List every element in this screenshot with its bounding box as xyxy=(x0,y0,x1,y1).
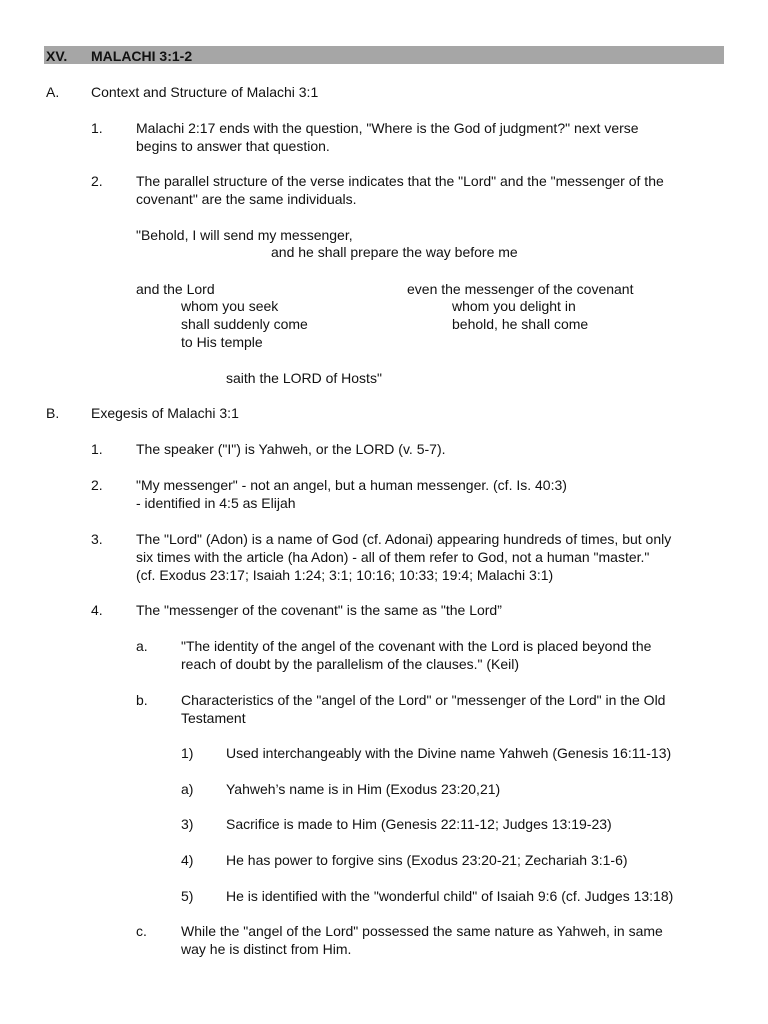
b-item-3-line-1: The "Lord" (Adon) is a name of God (cf. Adonai) appearing hundreds of times, but only xyxy=(136,531,672,547)
b-sub-a-line-1: "The identity of the angel of the covenant with the Lord is placed beyond the xyxy=(181,638,652,654)
b-sub-b-line-1: Characteristics of the "angel of the Lord" or "messenger of the Lord" in the Old xyxy=(181,692,666,708)
quote-left-2: whom you seek xyxy=(181,298,279,314)
b-sub-b-letter: b. xyxy=(136,692,148,708)
b-sub-a-line-2: reach of doubt by the parallelism of the clauses." (Keil) xyxy=(181,656,520,672)
quote-line-1: "Behold, I will send my messenger, xyxy=(136,227,353,243)
b-item-2-number: 2. xyxy=(91,477,103,493)
b-item-2-line-1: "My messenger" - not an angel, but a human messenger. (cf. Is. 40:3) xyxy=(136,477,567,493)
a-item-2-line-2: covenant" are the same individuals. xyxy=(136,191,357,207)
section-a-title: Context and Structure of Malachi 3:1 xyxy=(91,84,319,100)
b-subsub-4-text: He has power to forgive sins (Exodus 23:20-21; Zechariah 3:1-6) xyxy=(226,852,628,868)
section-a-label: A. xyxy=(46,84,60,100)
b-subsub-3-text: Sacrifice is made to Him (Genesis 22:11-12; Judges 13:19-23) xyxy=(226,816,612,832)
quote-left-1: and the Lord xyxy=(136,281,215,297)
b-subsub-5-text: He is identified with the "wonderful child" of Isaiah 9:6 (cf. Judges 13:18) xyxy=(226,888,674,904)
quote-line-2: and he shall prepare the way before me xyxy=(271,244,518,260)
b-item-3-number: 3. xyxy=(91,531,103,547)
b-item-4-line-1: The "messenger of the covenant" is the same as "the Lord” xyxy=(136,602,502,618)
a-item-2-line-1: The parallel structure of the verse indicates that the "Lord" and the "messenger of the xyxy=(136,173,664,189)
b-subsub-3-number: 3) xyxy=(181,816,194,832)
a-item-1-line-2: begins to answer that question. xyxy=(136,138,330,154)
b-item-3-line-3: (cf. Exodus 23:17; Isaiah 1:24; 3:1; 10:16; 10:33; 19:4; Malachi 3:1) xyxy=(136,567,554,583)
quote-closing: saith the LORD of Hosts" xyxy=(226,370,382,386)
b-sub-c-letter: c. xyxy=(136,923,147,939)
b-sub-b-line-2: Testament xyxy=(181,710,246,726)
a-item-2-number: 2. xyxy=(91,173,103,189)
b-subsub-2-text: Yahweh’s name is in Him (Exodus 23:20,21) xyxy=(226,781,501,797)
quote-right-2: whom you delight in xyxy=(452,298,576,314)
section-b-label: B. xyxy=(46,405,60,421)
header-number: XV. xyxy=(46,48,68,64)
a-item-1-number: 1. xyxy=(91,120,103,136)
b-sub-c-line-1: While the "angel of the Lord" possessed the same nature as Yahweh, in same xyxy=(181,923,663,939)
b-item-2-line-2: - identified in 4:5 as Elijah xyxy=(136,495,296,511)
header-title: MALACHI 3:1-2 xyxy=(91,48,193,64)
b-subsub-4-number: 4) xyxy=(181,852,194,868)
section-b-title: Exegesis of Malachi 3:1 xyxy=(91,405,239,421)
b-item-1-number: 1. xyxy=(91,441,103,457)
b-sub-a-letter: a. xyxy=(136,638,148,654)
b-item-3-line-2: six times with the article (ha Adon) - all of them refer to God, not a human "master." xyxy=(136,549,650,565)
a-item-1-line-1: Malachi 2:17 ends with the question, "Where is the God of judgment?" next verse xyxy=(136,120,639,136)
quote-left-4: to His temple xyxy=(181,334,263,350)
b-sub-c-line-2: way he is distinct from Him. xyxy=(181,941,352,957)
b-subsub-1-number: 1) xyxy=(181,745,194,761)
b-item-4-number: 4. xyxy=(91,602,103,618)
b-subsub-1-text: Used interchangeably with the Divine name Yahweh (Genesis 16:11-13) xyxy=(226,745,672,761)
quote-left-3: shall suddenly come xyxy=(181,316,308,332)
b-subsub-2-number: a) xyxy=(181,781,194,797)
quote-right-1: even the messenger of the covenant xyxy=(407,281,634,297)
b-subsub-5-number: 5) xyxy=(181,888,194,904)
b-item-1-line-1: The speaker ("I") is Yahweh, or the LORD (v. 5-7). xyxy=(136,441,446,457)
quote-right-3: behold, he shall come xyxy=(452,316,589,332)
